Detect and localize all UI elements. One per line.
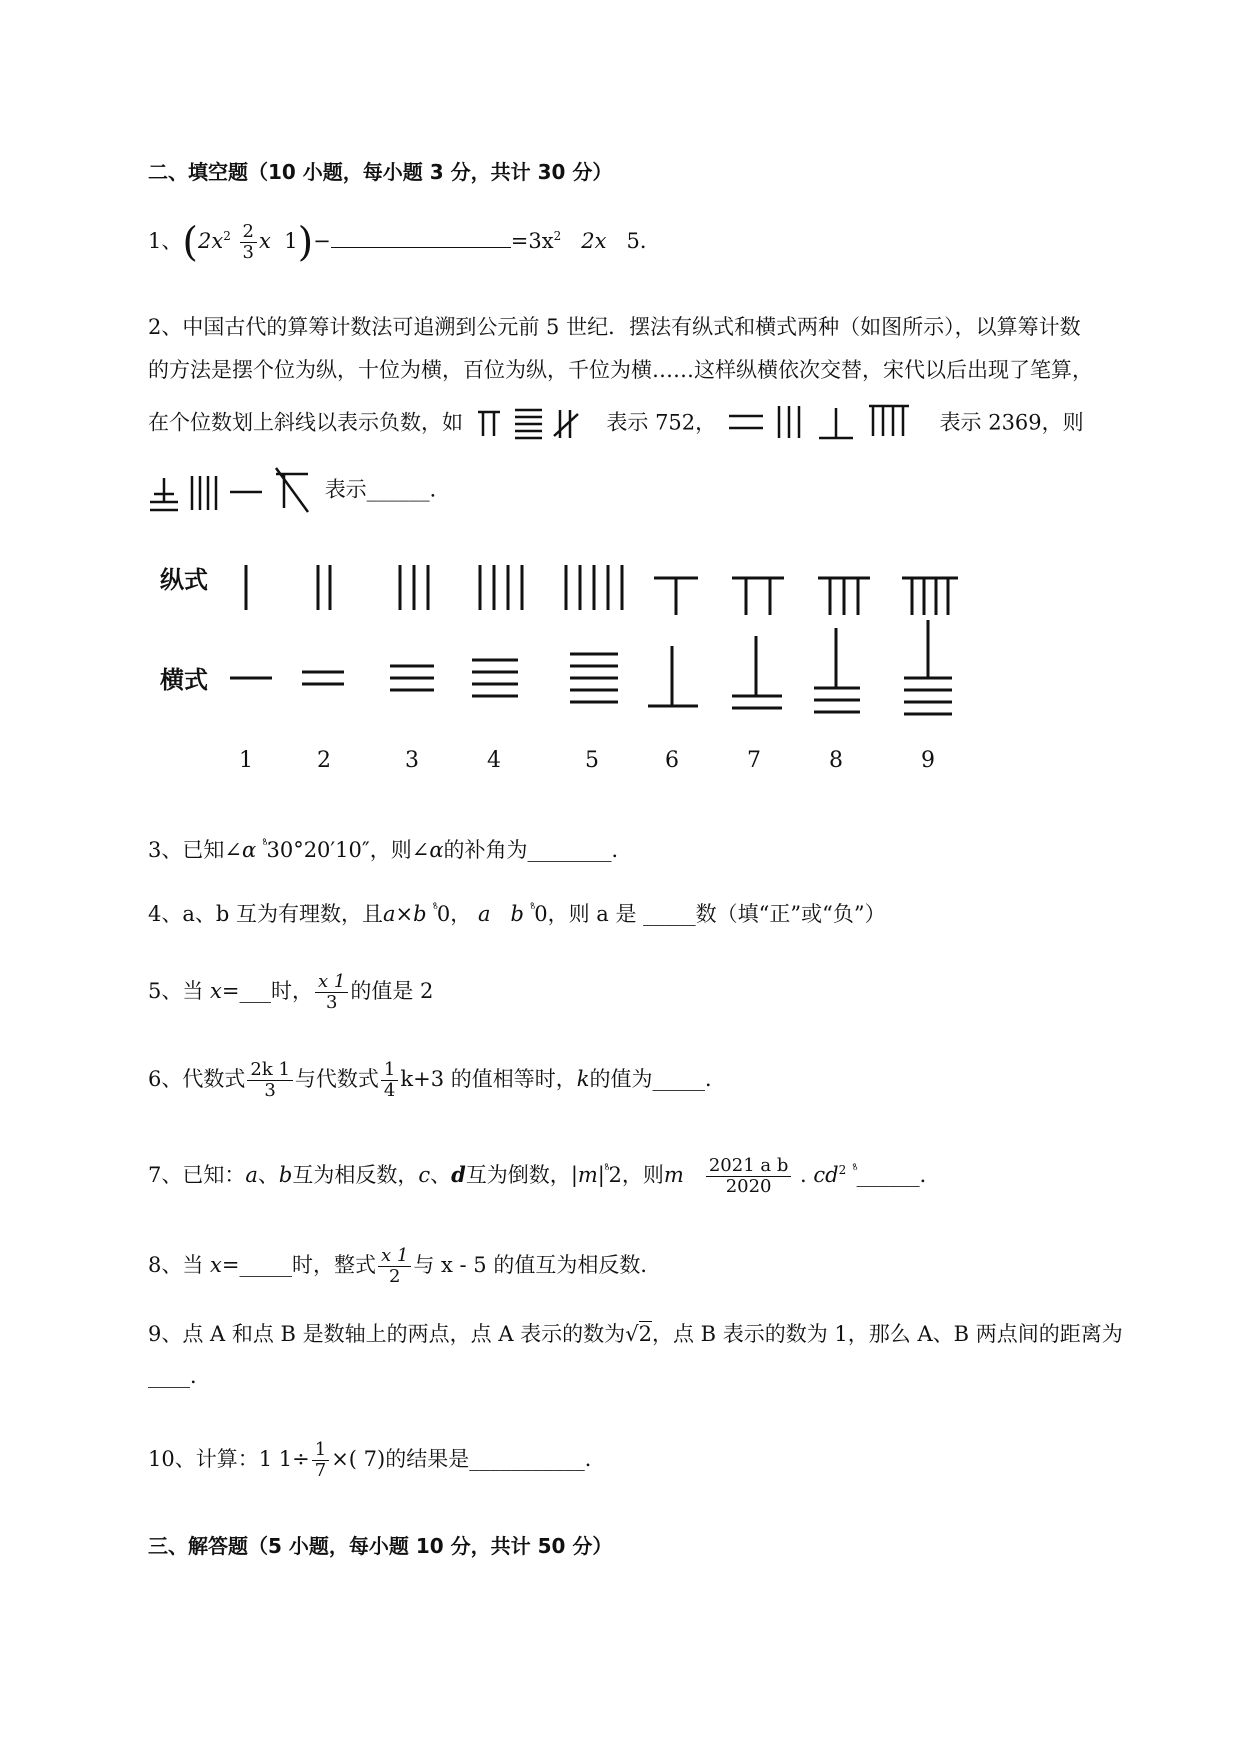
sqrt-symbol: √ [625, 1322, 639, 1346]
q2-represents-1: 表示 [606, 410, 649, 435]
question-5 [148, 972, 433, 1013]
q5-text-b: =___时， [221, 978, 313, 1003]
q7-exp: 2 [838, 1162, 847, 1177]
q7-text-d: 2，则 [608, 1162, 664, 1187]
q10-expr-b: ×( 7)的结果是___________． [331, 1446, 606, 1471]
left-paren: ( [182, 219, 198, 266]
q3-text-c: 的补角为________． [443, 838, 633, 862]
q2-line3-prefix: 在个位数划上斜线以表示负数，如 [148, 410, 463, 435]
figure-number: 8 [829, 748, 843, 773]
q5-text-c: 的值是 2 [350, 978, 434, 1003]
q8-num: x 1 [378, 1246, 411, 1267]
question-7: 7、已知：a、b互为相反数，c、d互为倒数，$|m|^{ᵒ̊}2$，则m $\frac{\text{2021 a b}}{2020}$ . $cd^2$ $^{ᵒ̊}$______． [148, 1155, 941, 1197]
q1-blank[interactable] [331, 229, 511, 248]
q7-mark-2: ᵒ̊ [852, 1162, 857, 1177]
rod-numeral-752 [470, 404, 600, 444]
q7-text-a: 7、已知： [148, 1162, 246, 1187]
q7-fraction [706, 1156, 792, 1197]
q10-fraction [312, 1440, 329, 1481]
q10-den: 7 [314, 1459, 327, 1481]
question-10 [148, 1440, 606, 1481]
q6-text-a: 6、代数式 [148, 1066, 246, 1091]
q1-var-x: x [258, 228, 271, 253]
figure-number: 7 [747, 748, 761, 773]
figure-number: 2 [317, 748, 331, 773]
q8-x: x [210, 1252, 222, 1277]
q1-term-g: 5． [626, 228, 661, 253]
q4-text-b: 0， [436, 902, 472, 926]
figure-number: 9 [921, 748, 935, 773]
figure-number: 3 [405, 748, 419, 773]
rod-numerals-figure [0, 560, 1241, 730]
q3-eq-mark: ᵒ̊ [262, 838, 267, 852]
q1-exp2: 2 [553, 228, 562, 243]
figure-number: 1 [239, 748, 253, 773]
q7-num: 2021 a b [706, 1156, 792, 1177]
q1-exp: 2 [223, 228, 231, 243]
q6-fraction-1 [247, 1060, 293, 1101]
q10-num: 1 [312, 1440, 329, 1461]
q2-represents-2: 表示 2369，则 [939, 410, 1084, 435]
q4-mark-1: ᵒ̊ [433, 902, 437, 916]
question-8 [148, 1246, 661, 1287]
q5-num: x 1 [315, 972, 348, 993]
figure-row-label-vertical: 纵式 [160, 566, 208, 594]
q8-text-b: =_____时，整式 [221, 1252, 376, 1277]
section-3-title: 三、解答题（5 小题，每小题 10 分，共计 50 分） [148, 1534, 613, 1558]
figure-number: 4 [487, 748, 501, 773]
q3-alpha: α [241, 838, 257, 862]
q4-mark-2: ᵒ̊ [530, 902, 535, 916]
q7-den: 2020 [725, 1175, 772, 1197]
right-paren: ) [297, 219, 314, 266]
q5-text-a: 5、当 [148, 978, 211, 1003]
question-4 [148, 902, 886, 927]
q9-line-2: ____． [148, 1364, 211, 1388]
q1-frac-num: 2 [240, 222, 257, 243]
q2-line-3 [148, 402, 1084, 446]
q4-expr-b: b [510, 902, 524, 926]
q1-fraction [240, 222, 257, 263]
q6-k: k [576, 1066, 590, 1091]
q10-expr-a: 1 1÷ [258, 1446, 310, 1471]
q4-expr: a×b [383, 902, 427, 926]
q1-one: 1 [284, 228, 298, 253]
question-1 [148, 219, 661, 266]
q3-text-b: 30°20′10″，则∠ [266, 838, 430, 862]
q5-den: 3 [325, 991, 338, 1013]
question-6 [148, 1060, 726, 1101]
q2-line-1: 2、中国古代的算筹计数法可追溯到公元前 5 世纪．摆法有纵式和横式两种（如图所示），以算筹计数 [148, 315, 1081, 339]
q8-den: 2 [388, 1265, 401, 1287]
q7-mark: ᵒ̊ [604, 1162, 609, 1177]
q7-sep1: 、 [257, 1162, 279, 1187]
q2-num-752: 752， [655, 410, 717, 435]
q7-sep2: 、 [430, 1162, 452, 1187]
q7-c: c [418, 1162, 431, 1187]
q6-num2: 1 [381, 1060, 398, 1081]
q1-term-a: 2x [197, 228, 224, 253]
q2-line-4 [148, 466, 451, 516]
q3-alpha-2: α [429, 838, 444, 862]
q9-text-a: 9、点 A 和点 B 是数轴上的两点，点 A 表示的数为 [148, 1322, 626, 1346]
q10-text-a: 10、计算： [148, 1446, 259, 1471]
figure-number: 5 [585, 748, 599, 773]
q6-den1: 3 [264, 1079, 276, 1101]
q7-cd: cd [813, 1162, 839, 1187]
q5-fraction [315, 972, 348, 1013]
q7-text-b: 互为相反数， [292, 1162, 419, 1187]
question-9 [148, 1322, 1123, 1347]
q9-text-b: ，点 B 表示的数为 1，那么 A、B 两点间的距离为 [651, 1322, 1123, 1346]
q1-term-f: 2x [581, 228, 607, 253]
q7-m: m [663, 1162, 684, 1187]
rod-numeral-2369 [723, 402, 933, 446]
q1-frac-den: 3 [242, 241, 254, 263]
q7-b: b [278, 1162, 293, 1187]
q7-d: d [451, 1161, 466, 1187]
q1-eq: =3x [510, 228, 554, 253]
q6-fraction-2 [381, 1060, 398, 1101]
q6-text-b: 与代数式 [294, 1066, 379, 1091]
q7-text-e: ______． [856, 1162, 941, 1187]
q2-line4-suffix: 表示______． [324, 477, 451, 502]
q8-fraction [378, 1246, 411, 1287]
q3-text-a: 3、已知∠ [148, 838, 242, 862]
q8-text-c: 与 x - 5 的值互为相反数． [413, 1252, 662, 1277]
figure-row-label-horizontal: 横式 [160, 666, 208, 694]
q4-expr-a: a [477, 902, 491, 926]
q6-text-c: k+3 的值相等时， [400, 1066, 577, 1091]
q6-den2: 4 [383, 1079, 396, 1101]
q6-num1: 2k 1 [247, 1060, 293, 1081]
section-2-title: 二、填空题（10 小题，每小题 3 分，共计 30 分） [148, 160, 613, 184]
figure-number: 6 [665, 748, 679, 773]
question-3 [148, 838, 633, 863]
q9-sqrt: 2 [638, 1322, 652, 1346]
q4-text-a: 4、a、b 互为有理数，且 [148, 902, 383, 926]
q7-abs-m: |m| [570, 1162, 605, 1187]
q8-text-a: 8、当 [148, 1252, 211, 1277]
q7-text-c: 互为倒数， [465, 1162, 571, 1187]
q4-text-c: 0，则 a 是 _____数（填“正”或“负”） [534, 902, 886, 926]
q1-label: 1、 [148, 228, 183, 253]
q5-x: x [210, 978, 222, 1003]
q7-a: a [245, 1162, 258, 1187]
q1-minus: − [313, 228, 331, 253]
q6-text-d: 的值为_____． [589, 1066, 726, 1091]
q2-line-2: 的方法是摆个位为纵，十位为横，百位为纵，千位为横……这样纵横依次交替，宋代以后出现了笔算， [148, 358, 1093, 382]
rod-numeral-question [148, 466, 318, 516]
